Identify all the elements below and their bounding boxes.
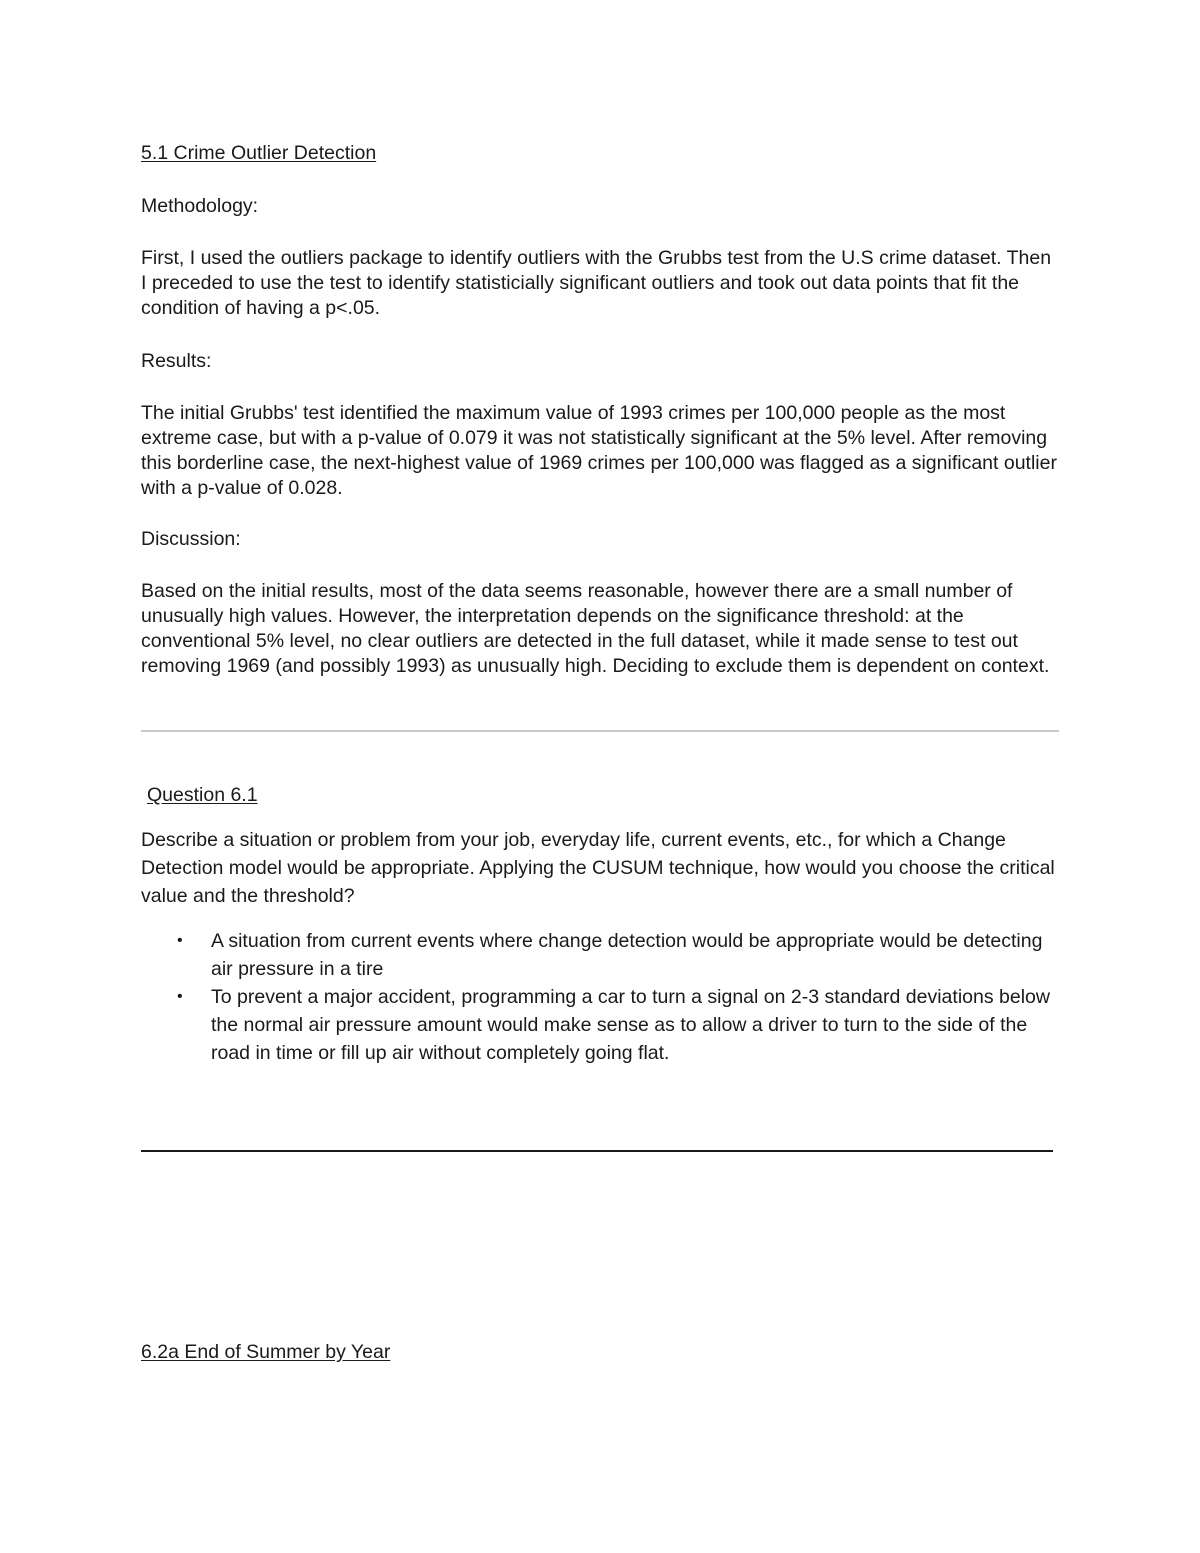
section-5-1-title: 5.1 Crime Outlier Detection (141, 142, 377, 164)
horizontal-divider (141, 730, 1059, 732)
discussion-label: Discussion: (141, 528, 241, 550)
bullet-icon: • (177, 932, 183, 949)
question-6-1-prompt: Describe a situation or problem from your job, everyday life, current events, etc., for which a Change Detection model would be appropriate. Applying the CUSUM technique, how would you choose the critical value and the threshold? (141, 829, 1055, 907)
methodology-text: First, I used the outliers package to identify outliers with the Grubbs test from the U.S crime dataset. Then I preceded to use the test to identify statisticially significant outliers and took out data points that fit the condition of having a p<.05. (141, 247, 1052, 319)
results-text: The initial Grubbs' test identified the maximum value of 1993 crimes per 100,000 people as the most extreme case, but with a p-value of 0.079 it was not statistically significant at the 5% level. After removing this borderline case, the next-highest value of 1969 crimes per 100,000 was flagged as a significant outlier with a p-value of 0.028. (141, 402, 1057, 499)
bullet-text: A situation from current events where change detection would be appropriate would be detecting air pressure in a tire (211, 930, 1043, 980)
list-item (141, 983, 1061, 1067)
section-6-2a-title: 6.2a End of Summer by Year (141, 1341, 391, 1363)
bullet-text: To prevent a major accident, programming a car to turn a signal on 2-3 standard deviations below the normal air pressure amount would make sense as to allow a driver to turn to the side of the road in time or fill up air without completely going flat. (211, 986, 1050, 1064)
discussion-text: Based on the initial results, most of the data seems reasonable, however there are a small number of unusually high values. However, the interpretation depends on the significance threshold: at the conventional 5% level, no clear outliers are detected in the full dataset, while it made sense to test out removing 1969 (and possibly 1993) as unusually high. Deciding to exclude them is dependent on context. (141, 580, 1050, 677)
question-6-1-title: Question 6.1 (147, 784, 258, 806)
list-item (141, 927, 1061, 983)
results-label: Results: (141, 350, 212, 372)
bullet-icon: • (177, 988, 183, 1005)
methodology-label: Methodology: (141, 195, 259, 217)
long-dash-separator (141, 1150, 1053, 1152)
answer-bullet-list (141, 927, 1061, 1067)
